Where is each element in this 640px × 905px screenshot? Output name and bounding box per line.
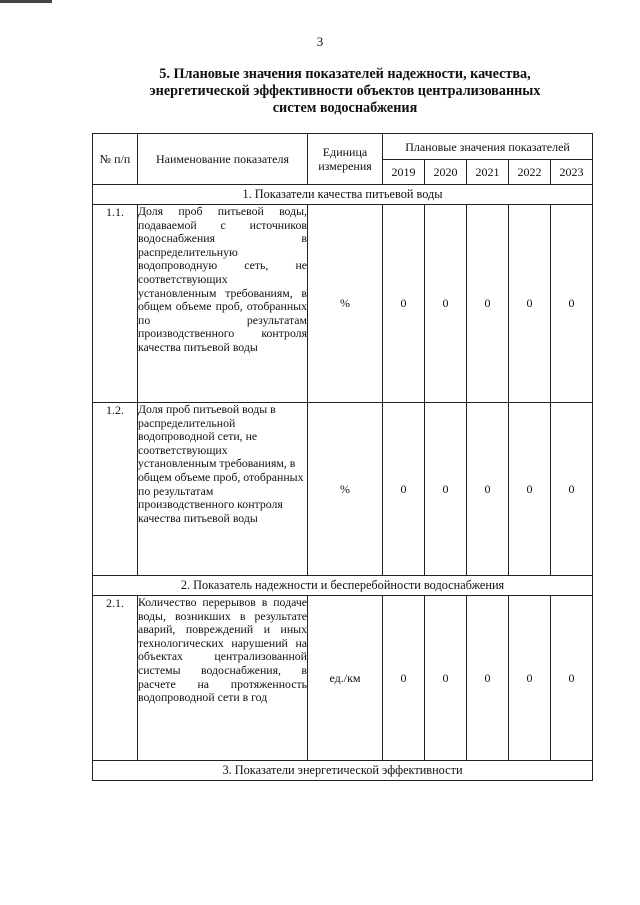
- row-number: 1.1.: [93, 205, 138, 403]
- table-row: [93, 596, 593, 761]
- value-cell: 0: [551, 403, 593, 576]
- page-number: 3: [316, 34, 324, 49]
- scan-edge-mark: [0, 0, 52, 3]
- header-num: № п/п: [93, 134, 138, 185]
- header-unit: Единица измерения: [308, 134, 383, 185]
- value-cell: 0: [509, 205, 551, 403]
- value-cell: 0: [509, 596, 551, 761]
- header-year: 2022: [509, 160, 551, 185]
- header-year: 2020: [425, 160, 467, 185]
- section-title: 2. Показатель надежности и бесперебойности водоснабжения: [93, 576, 593, 596]
- value-cell: 0: [425, 205, 467, 403]
- value-cell: 0: [425, 596, 467, 761]
- header-year: 2023: [551, 160, 593, 185]
- indicator-name: Доля проб питьевой воды в распределительной водопроводной сети, не соответствующих установленным требованиям, в общем объеме проб, отобранных по результатам производственного контроля качества питьевой воды: [138, 403, 308, 576]
- title-line-2: энергетической эффективности объектов централизованных: [149, 83, 541, 99]
- value-cell: 0: [509, 403, 551, 576]
- value-cell: 0: [383, 596, 425, 761]
- row-number: 2.1.: [93, 596, 138, 761]
- header-name: Наименование показателя: [138, 134, 308, 185]
- title-line-3: систем водоснабжения: [272, 100, 418, 116]
- table-row: [93, 205, 593, 403]
- value-cell: 0: [383, 205, 425, 403]
- value-cell: 0: [425, 403, 467, 576]
- row-number: 1.2.: [93, 403, 138, 576]
- indicator-name: Доля проб питьевой воды, подаваемой с источников водоснабжения в распределительную водопроводную сеть, не соответствующих установленным требованиям, в общем объеме проб, отобранных по результатам производственного контроля качества питьевой воды: [138, 205, 308, 403]
- value-cell: 0: [467, 403, 509, 576]
- indicator-unit: ед./км: [308, 596, 383, 761]
- title-line-1: 5. Плановые значения показателей надежности, качества,: [159, 66, 531, 82]
- header-planned-values: Плановые значения показателей: [383, 134, 593, 160]
- value-cell: 0: [551, 205, 593, 403]
- header-year: 2019: [383, 160, 425, 185]
- section-title: 3. Показатели энергетической эффективности: [93, 761, 593, 781]
- header-year: 2021: [467, 160, 509, 185]
- value-cell: 0: [467, 205, 509, 403]
- value-cell: 0: [383, 403, 425, 576]
- indicator-name: Количество перерывов в подаче воды, возникших в результате аварий, повреждений и иных технологических нарушений на объектах централизованной системы водоснабжения, в расчете на протяженность водопроводной сети в год: [138, 596, 308, 761]
- value-cell: 0: [551, 596, 593, 761]
- table-row: [93, 403, 593, 576]
- indicator-unit: %: [308, 403, 383, 576]
- document-title: [95, 66, 595, 117]
- indicator-unit: %: [308, 205, 383, 403]
- section-title: 1. Показатели качества питьевой воды: [93, 185, 593, 205]
- indicators-table: [92, 133, 593, 781]
- value-cell: 0: [467, 596, 509, 761]
